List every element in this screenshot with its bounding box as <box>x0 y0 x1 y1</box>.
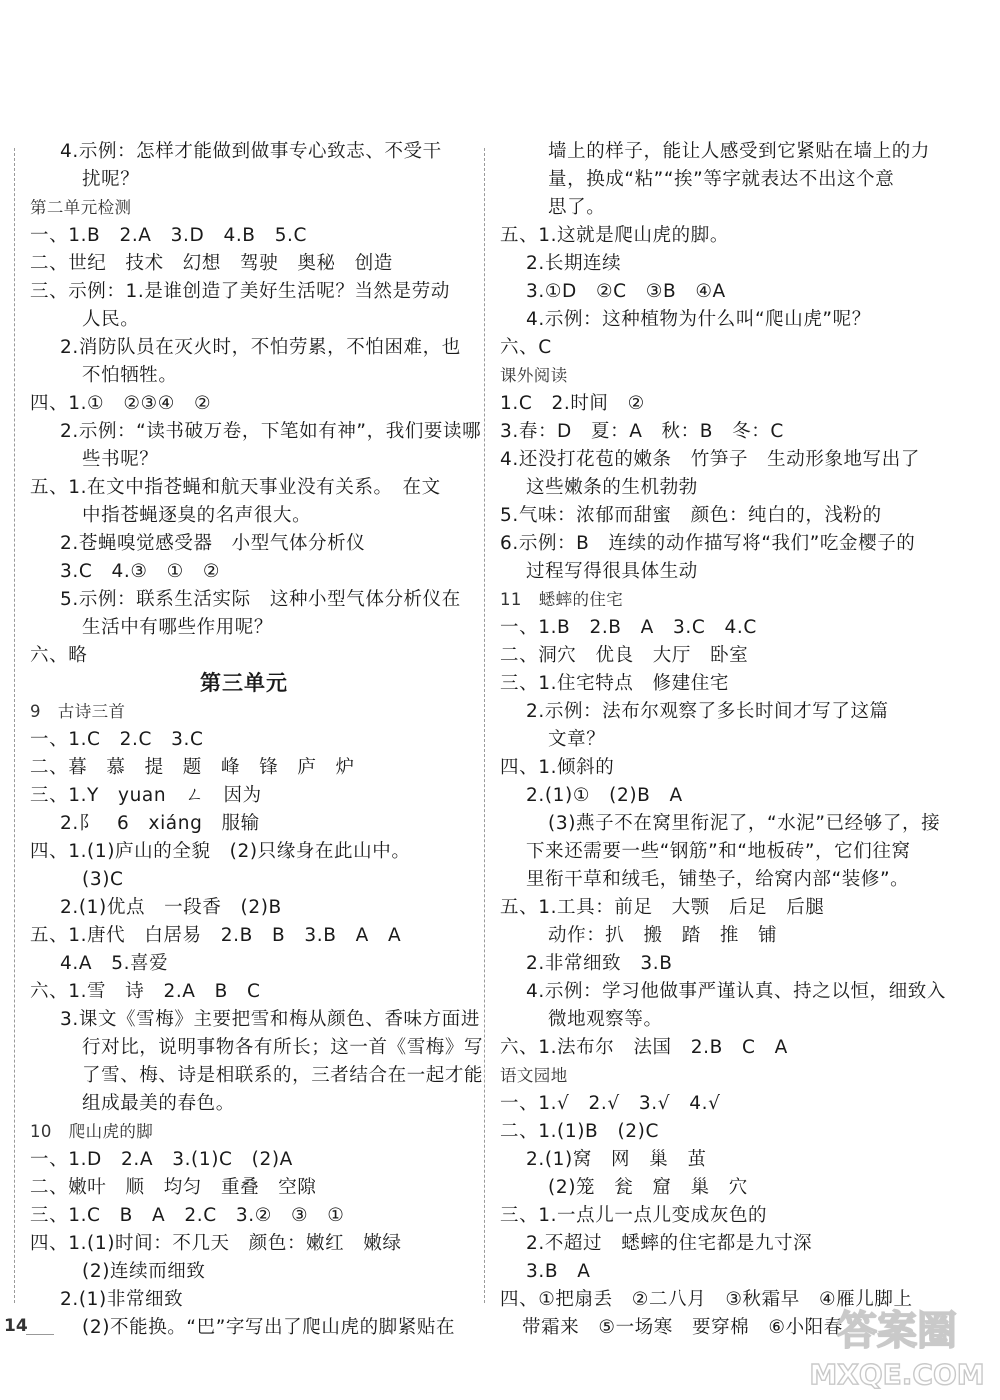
text-line: 四、1.(1)时间：不几天 颜色：嫩红 嫩绿 <box>30 1233 402 1254</box>
text-line: (3)燕子不在窝里衔泥了，“水泥”已经够了，接 <box>548 813 941 834</box>
text-line: 3.春：D 夏：A 秋：B 冬：C <box>500 421 784 442</box>
text-line: 六、1.法布尔 法国 2.B C A <box>500 1037 788 1058</box>
text-line: 行对比，说明事物各有所长；这一首《雪梅》写 <box>82 1037 484 1058</box>
text-line: 里衔干草和绒毛，铺垫子，给窝内部“装修”。 <box>526 869 910 890</box>
text-line: 文章？ <box>548 729 606 750</box>
text-line: 五、1.工具：前足 大颚 后足 后腿 <box>500 897 825 918</box>
text-line: 过程写得很具体生动 <box>526 561 698 582</box>
text-line: 四、1.① ②③④ ② <box>30 393 212 414</box>
text-line: 一、1.B 2.B A 3.C 4.C <box>500 617 757 638</box>
text-line: 不怕牺牲。 <box>82 365 178 386</box>
text-line: 组成最美的春色。 <box>82 1093 235 1114</box>
text-line: 2.(1)非常细致 <box>60 1289 184 1310</box>
text-line: 五、1.唐代 白居易 2.B B 3.B A A <box>30 925 402 946</box>
text-line: 量，换成“粘”“挨”等字就表达不出这个意 <box>548 169 895 190</box>
text-line: 一、1.√ 2.√ 3.√ 4.√ <box>500 1093 721 1114</box>
watermark-logo <box>800 1296 995 1396</box>
text-line: 六、C <box>500 337 552 358</box>
text-line: 3.①D ②C ③B ④A <box>526 281 726 302</box>
text-line: 四、1.(1)庐山的全貌 (2)只缘身在此山中。 <box>30 841 411 862</box>
text-line: 三、示例：1.是谁创造了美好生活呢？当然是劳动 <box>30 281 450 302</box>
text-line: 2.(1)窝 网 巢 茧 <box>526 1149 707 1170</box>
text-line: 2.示例：“读书破万卷，下笔如有神”，我们要读哪 <box>60 421 482 442</box>
text-line: 扰呢？ <box>82 169 140 190</box>
text-line: 二、1.(1)B (2)C <box>500 1121 659 1142</box>
text-line: 6.示例：B 连续的动作描写将“我们”吃金樱子的 <box>500 533 916 554</box>
text-line: 四、①把扇丢 ②二八月 ③秋霜早 ④雁儿脚上 <box>500 1289 913 1310</box>
page-number: 14 <box>4 1316 28 1336</box>
footer-rule <box>26 1334 54 1335</box>
section-heading: 课外阅读 <box>500 366 568 385</box>
text-line: 5.气味：浓郁而甜蜜 颜色：纯白的，浅粉的 <box>500 505 882 526</box>
watermark-text: 答案圈 <box>837 1308 957 1354</box>
lesson-heading: 10 爬山虎的脚 <box>30 1122 154 1141</box>
text-line: 4.A 5.喜爱 <box>60 953 169 974</box>
text-line: 2.(1)优点 一段香 (2)B <box>60 897 282 918</box>
text-line: 生活中有哪些作用呢？ <box>82 617 274 638</box>
section-heading: 语文园地 <box>500 1066 568 1085</box>
text-line: 四、1.倾斜的 <box>500 757 615 778</box>
text-line: 一、1.C 2.C 3.C <box>30 729 204 750</box>
text-line: 三、1.C B A 2.C 3.② ③ ① <box>30 1205 345 1226</box>
text-line: 了雪、梅、诗是相联系的，三者结合在一起才能 <box>82 1065 484 1086</box>
text-line: 下来还需要一些“钢筋”和“地板砖”，它们往窝 <box>526 841 911 862</box>
lesson-heading: 9 古诗三首 <box>30 702 126 721</box>
text-line: 5.示例：联系生活实际 这种小型气体分析仪在 <box>60 589 461 610</box>
column-divider <box>484 148 485 1303</box>
left-margin-rule <box>14 148 15 1303</box>
text-line: 二、世纪 技术 幻想 驾驶 奥秘 创造 <box>30 253 393 274</box>
unit-title: 第三单元 <box>200 671 288 695</box>
text-line: 三、1.Y yuan ㄥ 因为 <box>30 785 262 806</box>
text-line: 六、略 <box>30 645 88 666</box>
text-line: 这些嫩条的生机勃勃 <box>526 477 698 498</box>
text-line: (2)笼 瓮 窟 巢 穴 <box>548 1177 748 1198</box>
text-line: 三、1.住宅特点 修建住宅 <box>500 673 729 694</box>
text-line: 4.示例：这种植物为什么叫“爬山虎”呢？ <box>526 309 871 330</box>
text-line: 2.阝 6 xiáng 服输 <box>60 813 260 834</box>
text-line: 2.消防队员在灭火时，不怕劳累，不怕困难，也 <box>60 337 461 358</box>
text-line: 五、1.在文中指苍蝇和航天事业没有关系。 在文 <box>30 477 441 498</box>
text-line: 一、1.D 2.A 3.(1)C (2)A <box>30 1149 293 1170</box>
text-line: 4.示例：怎样才能做到做事专心致志、不受干 <box>60 141 442 162</box>
text-line: 思了。 <box>548 197 606 218</box>
text-line: 一、1.B 2.A 3.D 4.B 5.C <box>30 225 308 246</box>
text-line: 3.B A <box>526 1261 591 1282</box>
lesson-heading: 11 蟋蟀的住宅 <box>500 590 624 609</box>
text-line: 2.非常细致 3.B <box>526 953 673 974</box>
text-line: 3.C 4.③ ① ② <box>60 561 221 582</box>
text-line: 人民。 <box>82 309 140 330</box>
watermark-graphic <box>800 1296 995 1396</box>
text-line: 三、1.一点儿一点儿变成灰色的 <box>500 1205 768 1226</box>
text-line: 二、暮 慕 提 题 峰 锋 庐 炉 <box>30 757 355 778</box>
text-line: 2.示例：法布尔观察了多长时间才写了这篇 <box>526 701 889 722</box>
text-line: 2.长期连续 <box>526 253 622 274</box>
text-line: 墙上的样子，能让人感受到它紧贴在墙上的力 <box>548 141 931 162</box>
text-line: 二、洞穴 优良 大厅 卧室 <box>500 645 749 666</box>
text-line: (3)C <box>82 869 124 890</box>
text-line: 3.课文《雪梅》主要把雪和梅从颜色、香味方面进 <box>60 1009 480 1030</box>
text-line: 微地观察等。 <box>548 1009 663 1030</box>
text-line: 2.(1)① (2)B A <box>526 785 683 806</box>
watermark-url: MXQE.COM <box>809 1358 985 1391</box>
text-line: 些书呢？ <box>82 449 159 470</box>
text-line: 动作：扒 搬 踏 推 铺 <box>548 925 778 946</box>
text-line: 二、嫩叶 顺 均匀 重叠 空隙 <box>30 1177 317 1198</box>
text-line: 五、1.这就是爬山虎的脚。 <box>500 225 729 246</box>
text-line: 2.苍蝇嗅觉感受器 小型气体分析仪 <box>60 533 366 554</box>
text-line: 六、1.雪 诗 2.A B C <box>30 981 261 1002</box>
text-line: 1.C 2.时间 ② <box>500 393 645 414</box>
text-line: (2)不能换。“巴”字写出了爬山虎的脚紧贴在 <box>82 1317 456 1338</box>
text-line: 4.示例：学习他做事严谨认真、持之以恒，细致入 <box>526 981 946 1002</box>
text-line: (2)连续而细致 <box>82 1261 206 1282</box>
text-line: 带霜来 ⑤一场寒 要穿棉 ⑥小阳春 <box>522 1317 843 1338</box>
section-heading: 第二单元检测 <box>30 198 132 217</box>
text-line: 4.还没打花苞的嫩条 竹笋子 生动形象地写出了 <box>500 449 920 470</box>
text-line: 中指苍蝇逐臭的名声很大。 <box>82 505 312 526</box>
text-line: 2.不超过 蟋蟀的住宅都是九寸深 <box>526 1233 813 1254</box>
